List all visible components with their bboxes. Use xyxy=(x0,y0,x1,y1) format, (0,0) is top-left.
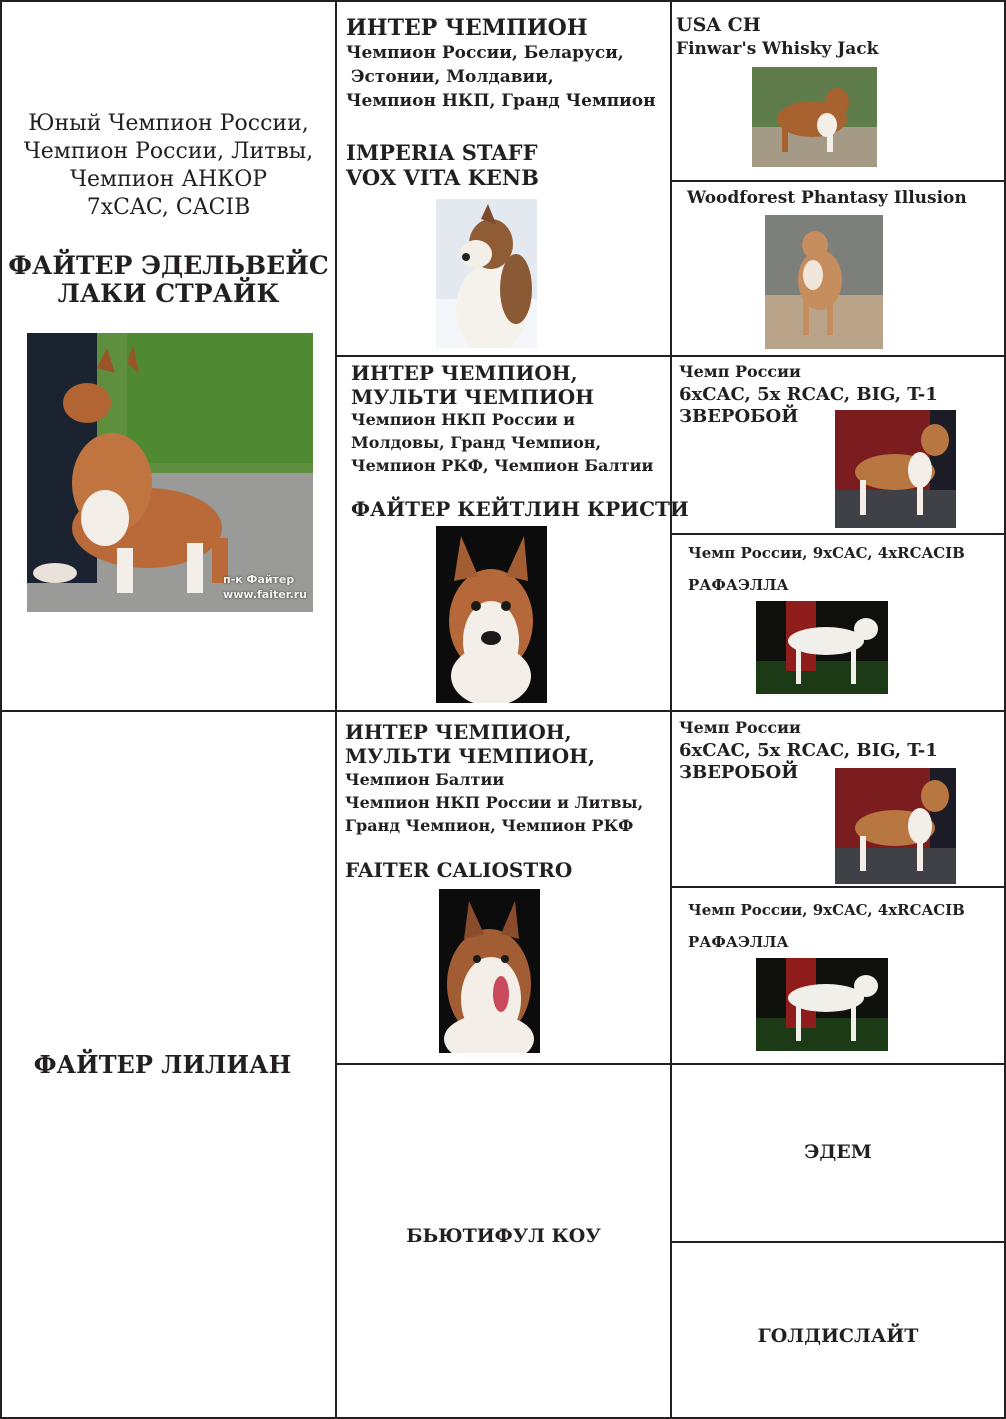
sire-sire-name-1: IMPERIA STAFF xyxy=(346,140,538,165)
dam-sire-title-2: МУЛЬТИ ЧЕМПИОН, xyxy=(345,744,596,768)
dsd-titles: Чемп России, 9xCAC, 4xRCACIB xyxy=(688,901,965,919)
dam-sire-name: FAITER CALIOSTRO xyxy=(345,858,573,882)
dam-sire-titles-1: Чемпион Балтии xyxy=(345,770,505,789)
dam-sire-photo xyxy=(439,889,540,1053)
sire-sire-photo xyxy=(436,199,537,348)
sire-dam-titles-1: Чемпион НКП России и xyxy=(351,410,575,429)
sdd-name: РАФАЭЛЛА xyxy=(688,576,789,594)
dam-name: ФАЙТЕР ЛИЛИАН xyxy=(33,1050,292,1079)
sire-sire-titles-2: Эстонии, Молдавии, xyxy=(351,67,554,87)
sire-sire-titles-1: Чемпион России, Беларуси, xyxy=(346,43,624,63)
sire-title-2: Чемпион России, Литвы, xyxy=(23,139,314,164)
dss-name: ЗВЕРОБОЙ xyxy=(679,762,799,783)
sire-sire-title: ИНТЕР ЧЕМПИОН xyxy=(346,15,588,41)
sss-photo xyxy=(752,67,877,167)
sire-title-4: 7xCAC, CACIB xyxy=(86,195,251,220)
sire-sire-name-2: VOX VITA KENB xyxy=(346,165,539,190)
sss-title: USA CH xyxy=(676,14,761,36)
sire-name-1: ФАЙТЕР ЭДЕЛЬВЕЙС xyxy=(8,251,329,280)
sire-sire-titles-3: Чемпион НКП, Гранд Чемпион xyxy=(346,91,656,111)
dds-name: ЭДЕМ xyxy=(804,1141,872,1163)
dss-titles-1: Чемп России xyxy=(679,718,801,737)
sire-dam-title-2: МУЛЬТИ ЧЕМПИОН xyxy=(351,385,595,409)
sire-watermark-1: п-к Файтер xyxy=(223,573,295,586)
sdd-titles: Чемп России, 9xCAC, 4xRCACIB xyxy=(688,544,965,562)
sire-watermark-2: www.faiter.ru xyxy=(223,588,307,601)
ssd-name: Woodforest Phantasy Illusion xyxy=(687,188,967,208)
dam-sire-title-1: ИНТЕР ЧЕМПИОН, xyxy=(345,720,572,744)
sds-titles-2: 6xCAC, 5x RCAC, BIG, T-1 xyxy=(679,384,938,405)
sds-titles-1: Чемп России xyxy=(679,362,801,381)
sire-dam-titles-2: Молдовы, Гранд Чемпион, xyxy=(351,433,602,452)
sire-dam-title-1: ИНТЕР ЧЕМПИОН, xyxy=(351,361,578,385)
sire-dam-name: ФАЙТЕР КЕЙТЛИН КРИСТИ xyxy=(351,497,689,521)
sdd-photo xyxy=(756,601,888,694)
sds-photo xyxy=(835,410,956,528)
sire-title-1: Юный Чемпион России, xyxy=(28,111,309,136)
sire-dam-titles-3: Чемпион РКФ, Чемпион Балтии xyxy=(351,456,654,475)
sire-dam-photo xyxy=(436,526,547,703)
ssd-photo xyxy=(765,215,883,349)
sire-title-3: Чемпион АНКОР xyxy=(69,167,268,192)
ddd-name: ГОЛДИСЛАЙТ xyxy=(757,1325,919,1347)
sds-name: ЗВЕРОБОЙ xyxy=(679,406,799,427)
dss-titles-2: 6xCAC, 5x RCAC, BIG, T-1 xyxy=(679,740,938,761)
dam-sire-titles-2: Чемпион НКП России и Литвы, xyxy=(345,793,644,812)
sire-photo xyxy=(27,333,313,612)
dsd-photo xyxy=(756,958,888,1051)
sire-name-2: ЛАКИ СТРАЙК xyxy=(57,279,280,308)
sss-name: Finwar's Whisky Jack xyxy=(676,39,879,59)
dss-photo xyxy=(835,768,956,884)
dam-sire-titles-3: Гранд Чемпион, Чемпион РКФ xyxy=(345,816,634,835)
dam-dam-name: БЬЮТИФУЛ КОУ xyxy=(406,1225,601,1247)
dsd-name: РАФАЭЛЛА xyxy=(688,933,789,951)
